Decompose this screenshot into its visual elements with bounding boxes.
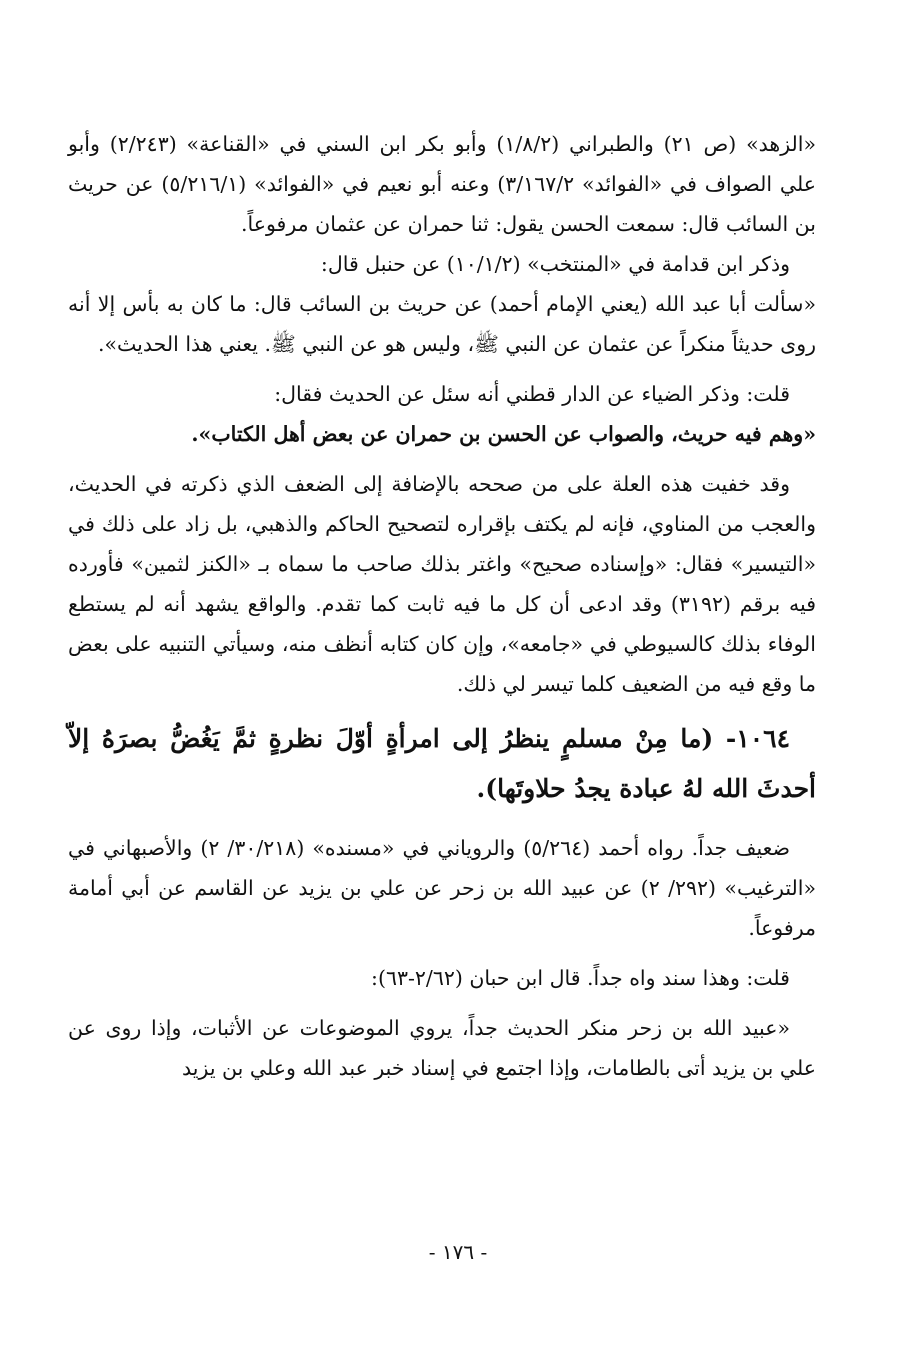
paragraph-takhrij-sources: «الزهد» (ص ٢١) والطبراني (١/٨/٢) وأبو بكر ابن السني في «القناعة» (٢/٢٤٣) وأبو علي الصواف في «الفوائد» ٣/١٦٧/٢) وعنه أبو نعيم في «الفوائد» (٥/٢١٦/١) عن حريث بن السائب قال: سمعت الحسن يقول: ثنا حمران عن عثمان مرفوعاً. xyxy=(68,132,817,236)
paragraph-munawi-critique: وقد خفيت هذه العلة على من صححه بالإضافة إلى الضعف الذي ذكرته في الحديث، والعجب من المناوي، فإنه لم يكتف بإقراره لتصحيح الحاكم والذهبي، بل زاد على ذلك في «التيسير» فقال: «وإسناده صحيح» واغتر بذلك صاحب ما سماه بـ «الكنز لثمين» فأورده فيه برقم (٣١٩٢) وقد ادعى أن كل ما فيه ثابت كما تقدم. والواقع يشهد أنه لم يستطع الوفاء بذلك كالسيوطي في «جامعه»، وإن كان كتابه أنظف منه، وسيأتي التنبيه على بعض ما وقع فيه من الضعيف كلما تيسر لي ذلك. xyxy=(68,472,816,696)
page-number: - ١٧٦ - xyxy=(428,1240,488,1264)
paragraph-ibn-hibban-quote: «عبيد الله بن زحر منكر الحديث جداً، يروي الموضوعات عن الأثبات، وإذا روى عن علي بن يزيد أتى بالطامات، وإذا اجتمع في إسناد خبر عبد الله وعلي بن يزيد xyxy=(68,1016,816,1080)
hadith-heading: ١٠٦٤- (ما مِنْ مسلمٍ ينظرُ إلى امرأةٍ أوّلَ نظرةٍ ثمَّ يَغُضُّ بصرَهُ إلاّ أحدثَ الله لهُ عبادة يجدُ حلاوتَها). xyxy=(68,724,816,803)
paragraph-ibn-hibban: قلت: وهذا سند واه جداً. قال ابن حبان (٢/٦٢-٦٣): xyxy=(371,966,790,990)
paragraph-grading: ضعيف جداً. رواه أحمد (٥/٢٦٤) والروياني في «مسنده» (٣٠/٢١٨/ ٢) والأصبهاني في «الترغيب» (٢٩٢/ ٢) عن عبيد الله بن زحر عن علي بن يزيد عن القاسم عن أبي أمامة مرفوعاً. xyxy=(68,836,816,940)
paragraph-ahmad-quote: «سألت أبا عبد الله (يعني الإمام أحمد) عن حريث بن السائب قال: ما كان به بأس إلا أنه روى حديثاً منكراً عن عثمان عن النبي ﷺ، وليس هو عن النبي ﷺ. يعني هذا الحديث». xyxy=(68,292,816,356)
paragraph-daraqutni-intro: قلت: وذكر الضياء عن الدار قطني أنه سئل عن الحديث فقال: xyxy=(274,382,790,406)
paragraph-ibn-qudama: وذكر ابن قدامة في «المنتخب» (١٠/١/٢) عن حنبل قال: xyxy=(320,252,790,276)
paragraph-daraqutni-quote: «وهم فيه حريث، والصواب عن الحسن بن حمران عن بعض أهل الكتاب». xyxy=(191,422,816,446)
